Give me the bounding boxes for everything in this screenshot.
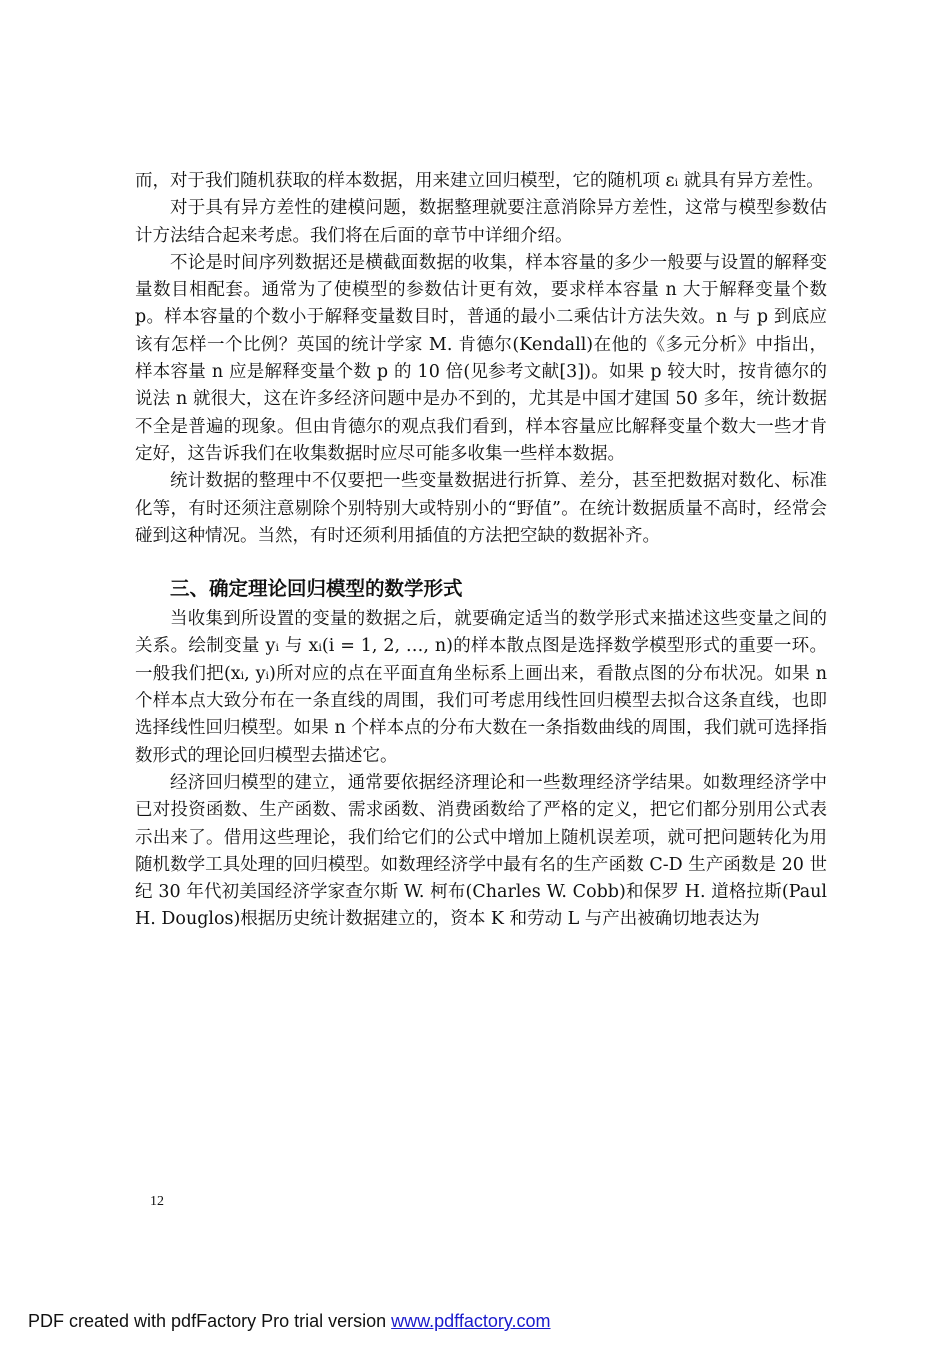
paragraph-economic-model: 经济回归模型的建立，通常要依据经济理论和一些数理经济学结果。如数理经济学中已对投资函数、生产函数、需求函数、消费函数给了严格的定义，把它们都分别用公式表示出来了。借用这些理论，我们给它们的公式中增加上随机误差项，就可把问题转化为用随机数学工具处理的回归模型。如数理经济学中最有名的生产函数 C-D 生产函数是 20 世纪 30 年代初美国经济学家查尔斯 W. 柯布(Charles W. Cobb)和保罗 H. 道格拉斯(Paul H. Douglos)根据历史统计数据建立的，资本 K 和劳动 L 与产出被确切地表达为 [135,772,827,930]
page-number: 12 [150,1194,164,1209]
section-heading: 三、确定理论回归模型的数学形式 [170,577,463,601]
body-text [135,168,827,934]
paragraph-scatter-plot: 当收集到所设置的变量的数据之后，就要确定适当的数学形式来描述这些变量之间的关系。绘制变量 yᵢ 与 xᵢ(i = 1, 2, …, n)的样本散点图是选择数学模型形式的重要一环。一般我们把(xᵢ, yᵢ)所对应的点在平面直角坐标系上画出来，看散点图的分布状况。如果 n 个样本点大致分布在一条直线的周围，我们可考虑用线性回归模型去拟合这条直线，也即选择线性回归模型。如果 n 个样本点的分布大数在一条指数曲线的周围，我们就可选择指数形式的理论回归模型去描述它。 [135,609,827,766]
pdf-footer [28,1310,551,1332]
paragraph-continued: 而，对于我们随机获取的样本数据，用来建立回归模型，它的随机项 εᵢ 就具有异方差性。 [135,171,824,191]
paragraph-heteroscedasticity: 对于具有异方差性的建模问题，数据整理就要注意消除异方差性，这常与模型参数估计方法结合起来考虑。我们将在后面的章节中详细介绍。 [135,198,827,246]
footer-text: PDF created with pdfFactory Pro trial version [28,1311,392,1331]
paragraph-data-cleaning: 统计数据的整理中不仅要把一些变量数据进行折算、差分，甚至把数据对数化、标准化等，有时还须注意剔除个别特别大或特别小的“野值”。在统计数据质量不高时，经常会碰到这种情况。当然，有时还须利用插值的方法把空缺的数据补齐。 [135,471,827,546]
paragraph-sample-size: 不论是时间序列数据还是横截面数据的收集，样本容量的多少一般要与设置的解释变量数目相配套。通常为了使模型的参数估计更有效，要求样本容量 n 大于解释变量个数 p。样本容量的个数小于解释变量数目时，普通的最小二乘估计方法失效。n 与 p 到底应该有怎样一个比例？英国的统计学家 M. 肯德尔(Kendall)在他的《多元分析》中指出，样本容量 n 应是解释变量个数 p 的 10 倍(见参考文献[3])。如果 p 较大时，按肯德尔的说法 n 就很大，这在许多经济问题中是办不到的，尤其是中国才建国 50 多年，统计数据不全是普遍的现象。但由肯德尔的观点我们看到，样本容量应比解释变量个数大一些才肯定好，这告诉我们在收集数据时应尽可能多收集一些样本数据。 [135,252,827,464]
footer-link[interactable]: www.pdffactory.com [391,1311,551,1331]
